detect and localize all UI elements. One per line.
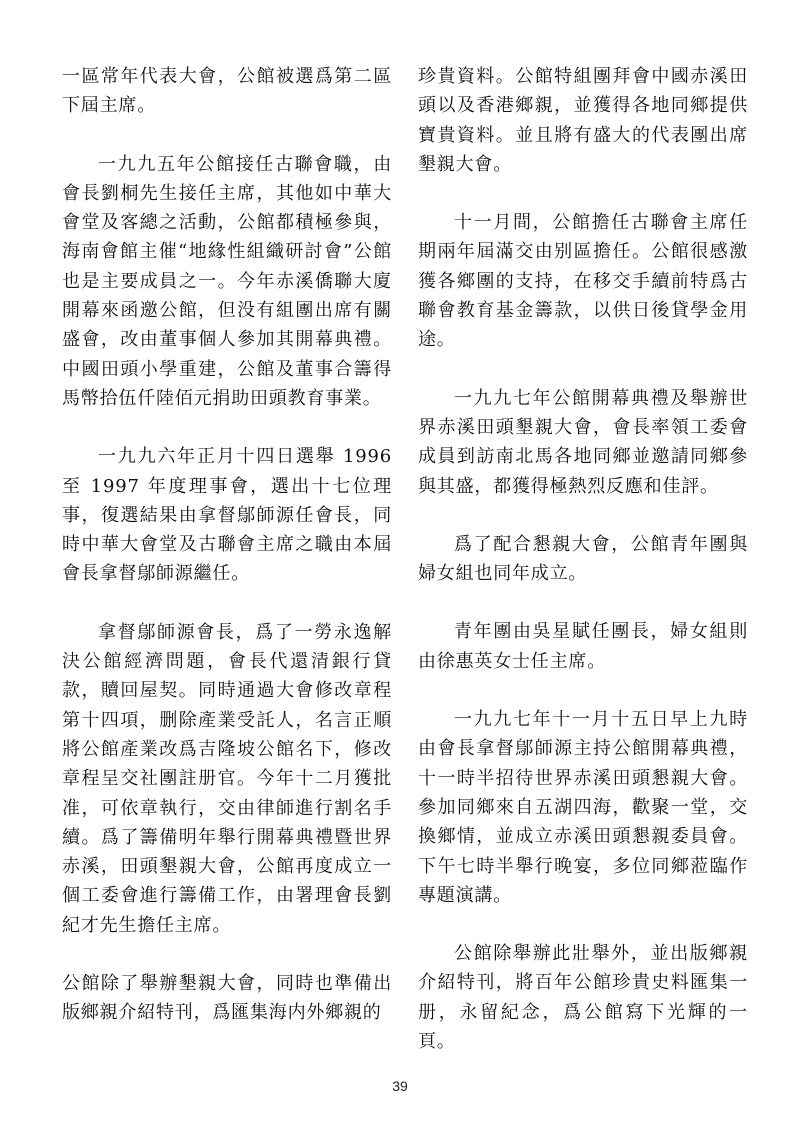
paragraph: 爲了配合懇親大會，公館青年團與婦女組也同年成立。 xyxy=(418,533,748,585)
paragraph: 公館除了舉辦墾親大會，同時也準備出版鄉親介紹特刊，爲匯集海内外鄉親的 xyxy=(62,973,392,1024)
left-column xyxy=(62,62,392,1057)
paragraph: 十一月間，公館擔任古聯會主席任期兩年屆滿交由别區擔任。公館很感激獲各鄉團的支持，在移交手續前特爲古聯會教育基金籌款，以供日後貸學金用途。 xyxy=(418,212,748,351)
paragraph: 青年團由吳星賦任團長，婦女組則由徐惠英女士任主席。 xyxy=(418,621,748,672)
paragraph: 一九九七年公館開幕典禮及舉辦世界赤溪田頭墾親大會，會長率領工委會成員到訪南北馬各地同鄉並邀請同鄉參與其盛，都獲得極熱烈反應和佳評。 xyxy=(418,387,748,497)
paragraph: 珍貴資料。公館特組團拜會中國赤溪田頭以及香港鄉親，並獲得各地同鄉提供寶貴資料。並且將有盛大的代表團出席墾親大會。 xyxy=(418,66,748,175)
paragraph: 一九九七年十一月十五日早上九時由會長拿督鄔師源主持公館開幕典禮，十一時半招待世界赤溪田頭懇親大會。參加同鄉來自五湖四海，歡聚一堂，交換鄉情，並成立赤溪田頭懇親委員會。下午七時半舉行晚宴，多位同鄉蒞臨作專題演講。 xyxy=(418,709,748,906)
paragraph: 一九九六年正月十四日選舉 1996 至 1997 年度理事會，選出十七位理事，復選結果由拿督鄔師源任會長，同時中華大會堂及古聯會主席之職由本屆會長拿督鄔師源繼任。 xyxy=(62,446,392,585)
paragraph: 一九九五年公館接任古聯會職，由會長劉桐先生接任主席，其他如中華大會堂及客總之活動，公館都積極參與，海南會館主催“地緣性組織研討會”公館也是主要成員之一。今年赤溪僑聯大廈開幕來函邀公館，但没有組團出席有關盛會，改由董事個人參加其開幕典禮。中國田頭小學重建，公館及董事合籌得馬幣拾伍仟陸佰元捐助田頭教育事業。 xyxy=(62,153,392,409)
paragraph: 公館除舉辦此壯舉外，並出版鄉親介紹特刊，將百年公館珍貴史料匯集一册，永留紀念，爲公館寫下光輝的一頁。 xyxy=(418,943,748,1053)
paragraph: 拿督鄔師源會長，爲了一勞永逸解決公館經濟問題，會長代還清銀行貸款，贖回屋契。同時通過大會修改章程第十四項，删除產業受託人，名言正順將公館產業改爲吉隆坡公館名下，修改章程呈交社團註册官。今年十二月獲批准，可依章執行，交由律師進行割名手續。爲了籌備明年舉行開幕典禮暨世界赤溪，田頭墾親大會，公館再度成立一個工委會進行籌備工作，由署理會長劉紀才先生擔任主席。 xyxy=(62,621,392,936)
paragraph: 一區常年代表大會，公館被選爲第二區下屆主席。 xyxy=(62,66,392,117)
page-number: 39 xyxy=(392,1078,408,1094)
right-column xyxy=(418,62,748,1085)
